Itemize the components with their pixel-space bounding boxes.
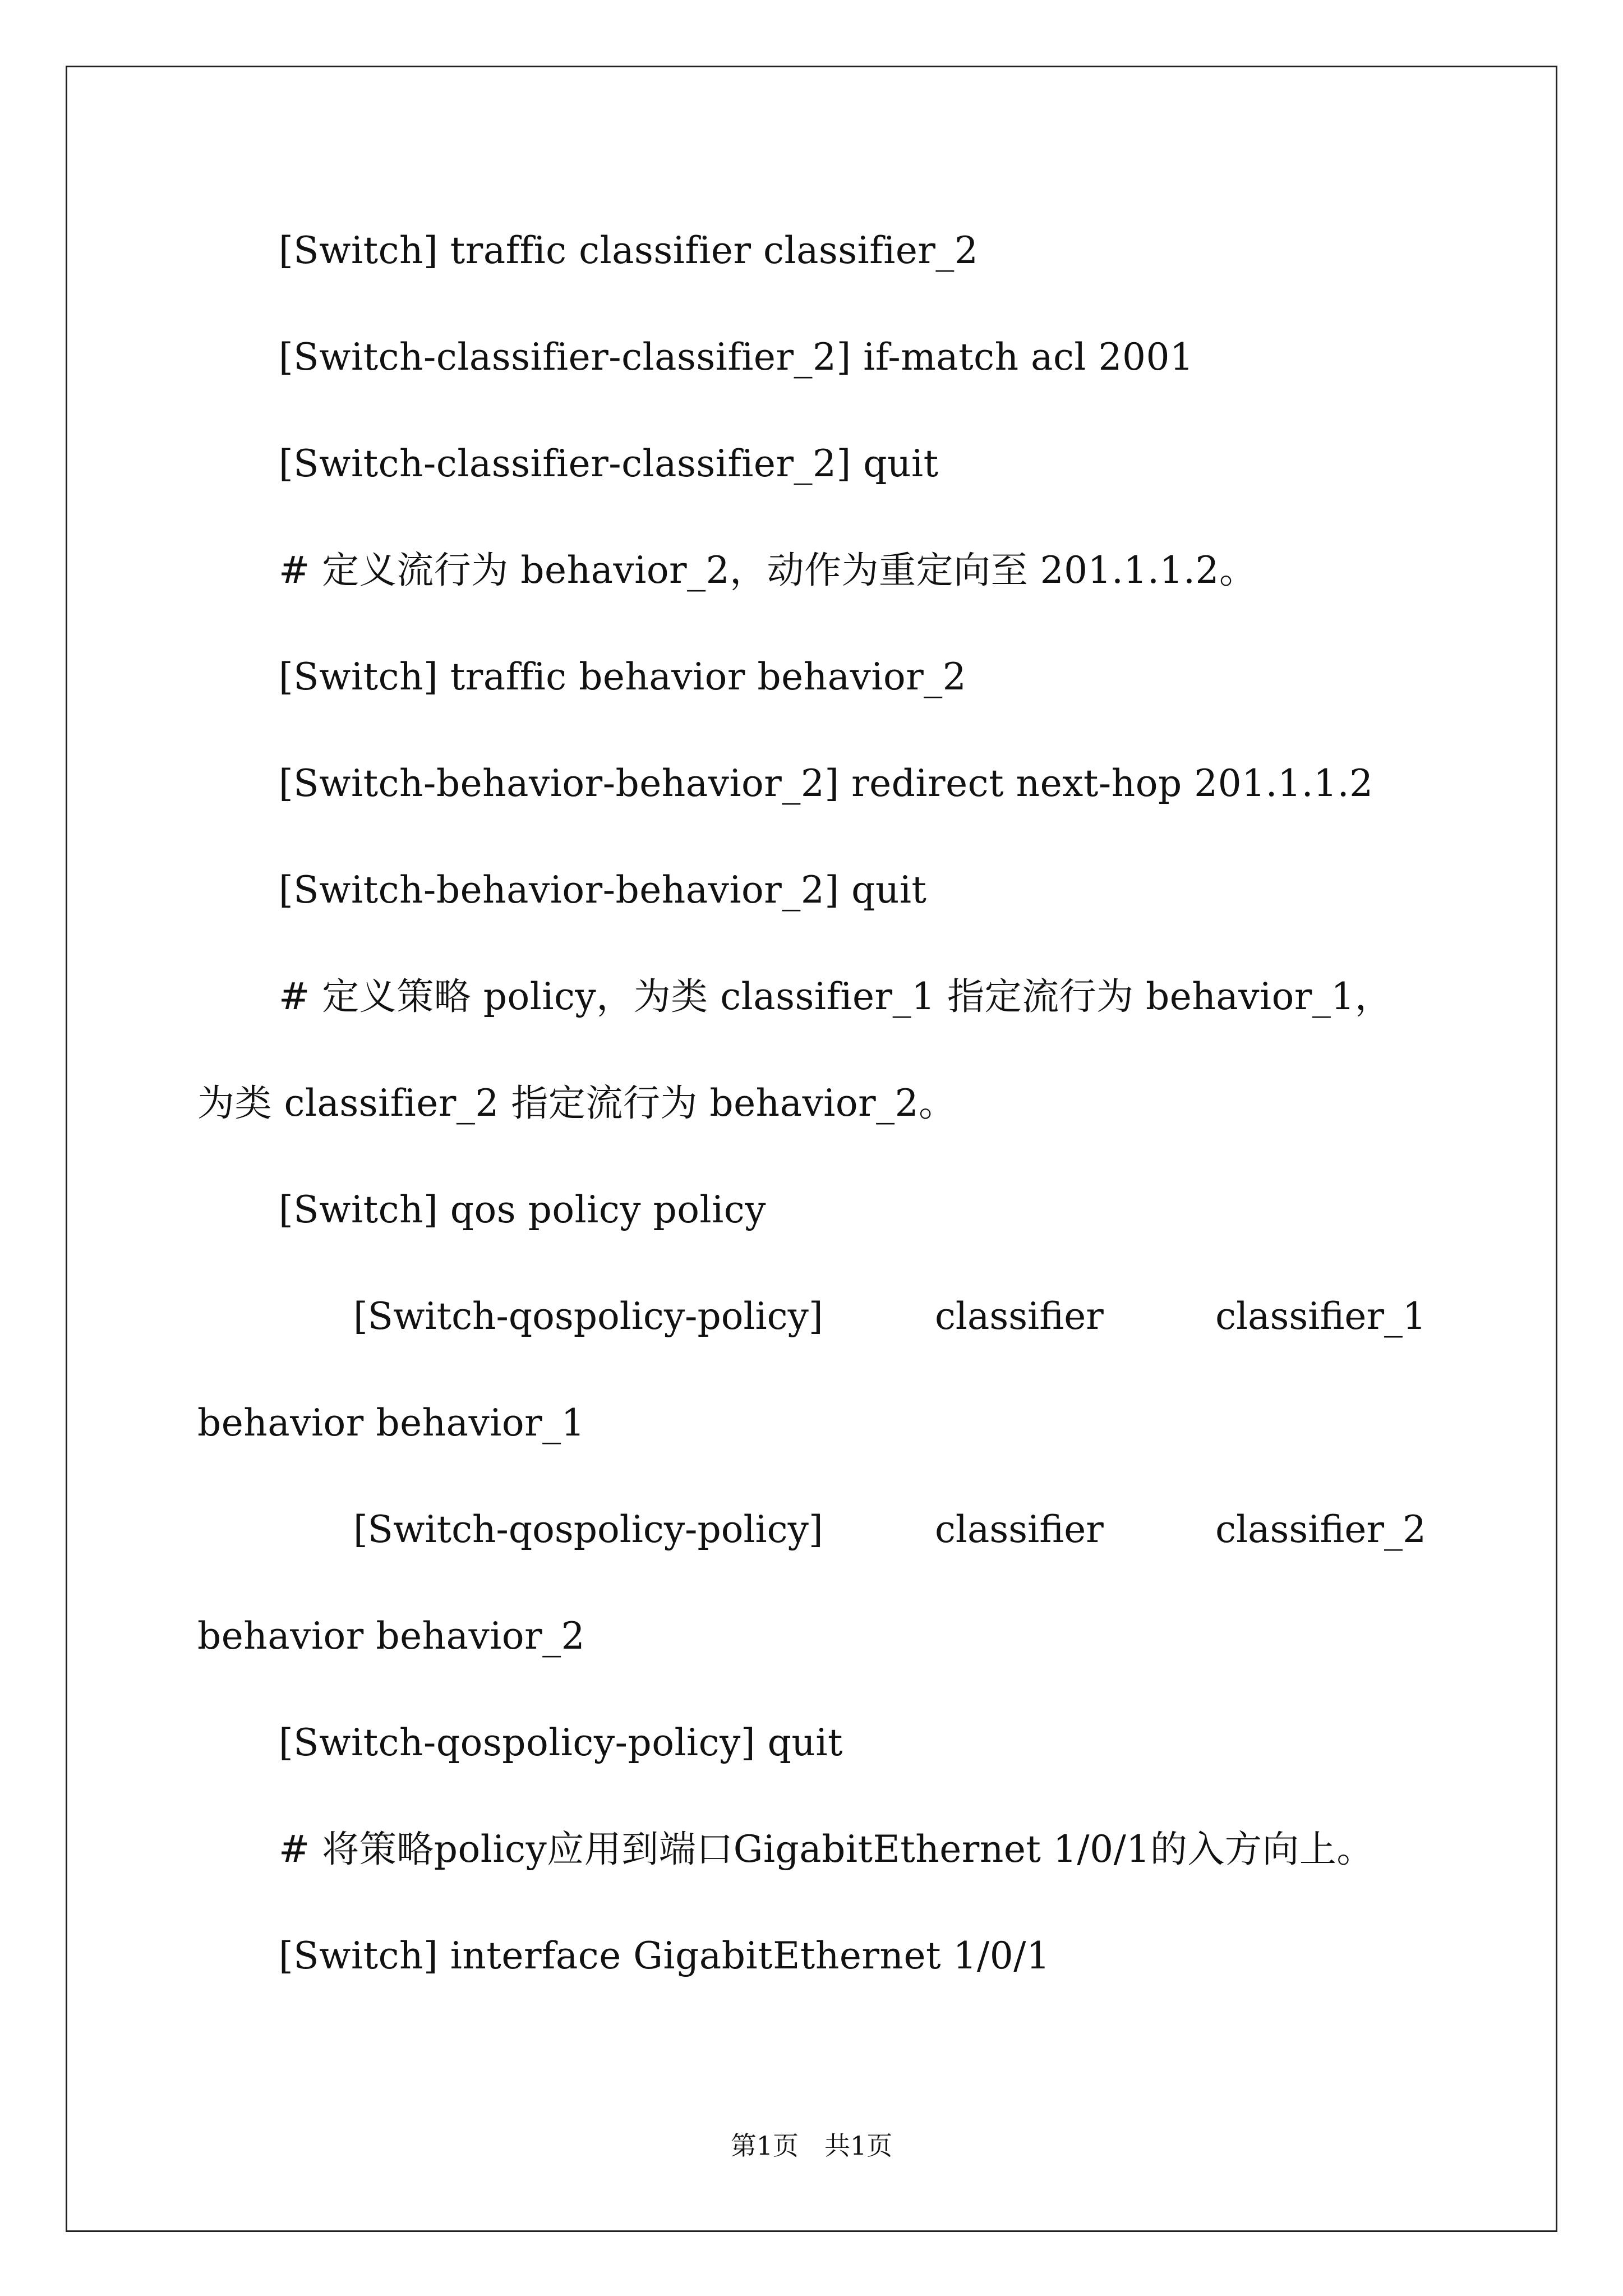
page-border bbox=[66, 66, 1557, 2232]
text-line: [Switch-classifier-classifier_2] quit bbox=[279, 442, 939, 485]
text-segment: classifier bbox=[934, 1508, 1104, 1551]
justified-line bbox=[353, 1295, 1426, 1338]
text-line: [Switch-qospolicy-policy] quit bbox=[279, 1721, 843, 1764]
text-line: [Switch-behavior-behavior_2] redirect next-hop 201.1.1.2 bbox=[279, 762, 1373, 805]
text-line: behavior behavior_2 bbox=[197, 1614, 585, 1658]
text-segment: classifier_2 bbox=[1215, 1508, 1426, 1551]
text-line: [Switch-classifier-classifier_2] if-match acl 2001 bbox=[279, 335, 1194, 379]
text-line: [Switch] traffic behavior behavior_2 bbox=[279, 655, 967, 698]
text-line: 为类 classifier_2 指定流行为 behavior_2。 bbox=[197, 1082, 956, 1125]
text-line: [Switch] interface GigabitEthernet 1/0/1 bbox=[279, 1934, 1050, 1977]
text-line: [Switch] qos policy policy bbox=[279, 1188, 767, 1231]
text-segment: [Switch-qospolicy-policy] bbox=[353, 1508, 823, 1551]
text-segment: classifier_1 bbox=[1215, 1295, 1426, 1338]
text-line: [Switch-behavior-behavior_2] quit bbox=[279, 868, 927, 912]
text-segment: classifier bbox=[934, 1295, 1104, 1338]
text-line: # 将策略policy应用到端口GigabitEthernet 1/0/1的入方向上。 bbox=[279, 1828, 1374, 1871]
text-line: # 定义策略 policy，为类 classifier_1 指定流行为 behavior_1， bbox=[279, 975, 1393, 1018]
text-line: # 定义流行为 behavior_2，动作为重定向至 201.1.1.2。 bbox=[279, 549, 1257, 592]
justified-line bbox=[353, 1508, 1426, 1551]
text-line: behavior behavior_1 bbox=[197, 1401, 585, 1444]
page-footer: 第1页 共1页 bbox=[730, 2131, 893, 2161]
text-line: [Switch] traffic classifier classifier_2 bbox=[279, 229, 979, 272]
text-segment: [Switch-qospolicy-policy] bbox=[353, 1295, 823, 1338]
